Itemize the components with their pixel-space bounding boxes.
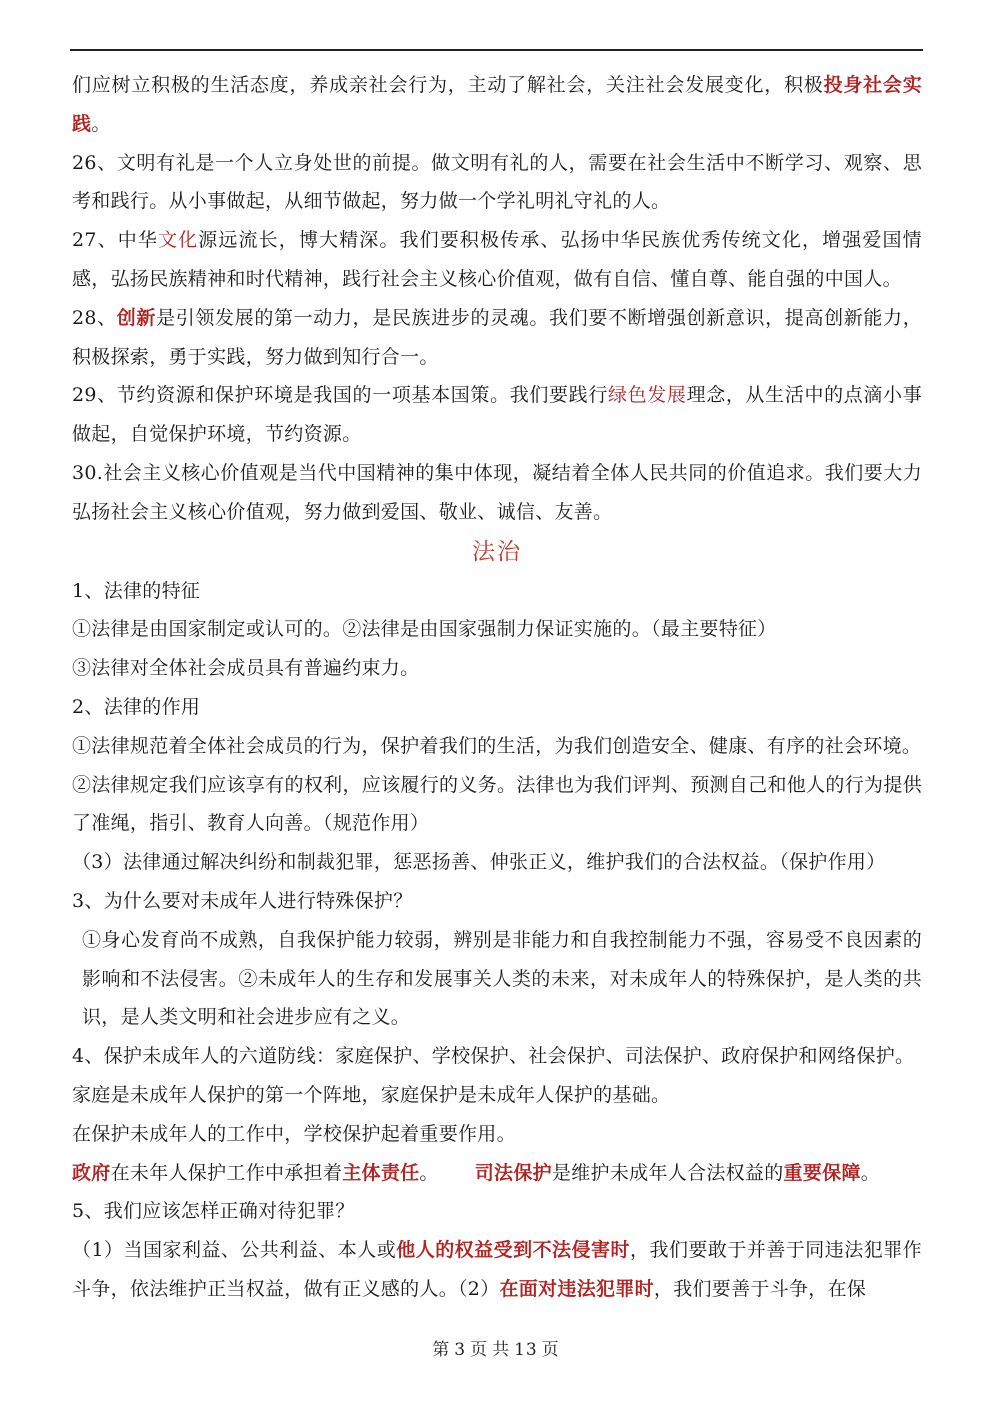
question-1-point-a: ①法律是由国家制定或认可的。②法律是由国家强制力保证实施的。（最主要特征） <box>72 618 777 641</box>
question-4-point-a: 家庭是未成年人保护的第一个阵地，家庭保护是未成年人保护的基础。 <box>72 1083 671 1106</box>
paragraph-continued: 们应树立积极的生活态度，养成亲社会行为，主动了解社会，关注社会发展变化，积极投身社会实践。 <box>72 74 922 135</box>
question-1-point-b: ③法律对全体社会成员具有普遍约束力。 <box>72 657 420 680</box>
paragraph-28: 28、创新是引领发展的第一动力，是民族进步的灵魂。我们要不断增强创新意识，提高创新能力，积极探索，勇于实践，努力做到知行合一。 <box>72 306 922 368</box>
current-page-number: 3 <box>454 1340 467 1360</box>
paragraph-26: 26、文明有礼是一个人立身处世的前提。做文明有礼的人，需要在社会生活中不断学习、观察、思考和践行。从小事做起，从细节做起，努力做一个学礼明礼守礼的人。 <box>72 151 922 213</box>
question-3-heading: 3、为什么要对未成年人进行特殊保护？ <box>72 889 413 912</box>
section-title: 法治 <box>472 538 522 565</box>
paragraph-29: 29、节约资源和保护环境是我国的一项基本国策。我们要践行绿色发展理念，从生活中的点滴小事做起，自觉保护环境，节约资源。 <box>72 384 923 446</box>
question-1-heading: 1、法律的特征 <box>72 579 201 602</box>
header-rule <box>70 49 923 51</box>
question-5-answer: （1）当国家利益、公共利益、本人或他人的权益受到不法侵害时，我们要敢于并善于同违法犯罪作斗争，依法维护正当权益，做有正义感的人。（2）在面对违法犯罪时，我们要善于斗争，在保 <box>72 1239 922 1300</box>
page-footer: 第 3 页 共 13 页 <box>432 1340 560 1360</box>
question-4-point-b: 在保护未成年人的工作中，学校保护起着重要作用。 <box>72 1122 516 1145</box>
paragraph-30: 30.社会主义核心价值观是当代中国精神的集中体现，凝结着全体人民共同的价值追求。我们要大力弘扬社会主义核心价值观，努力做到爱国、敬业、诚信、友善。 <box>72 461 922 523</box>
question-2-point-a: ①法律规范着全体社会成员的行为，保护着我们的生活，为我们创造安全、健康、有序的社会环境。 <box>72 734 922 757</box>
question-2-heading: 2、法律的作用 <box>72 695 201 718</box>
question-2-point-c: （3）法律通过解决纠纷和制裁犯罪，惩恶扬善、伸张正义，维护我们的合法权益。（保护作用） <box>72 851 886 874</box>
document-body <box>72 66 922 1309</box>
question-3-answer: ①身心发育尚不成熟，自我保护能力较弱，辨别是非能力和自我控制能力不强，容易受不良因素的影响和不法侵害。②未成年人的生存和发展事关人类的未来，对未成年人的特殊保护，是人类的共识，是人类文明和社会进步应有之义。 <box>82 928 922 1029</box>
question-2-point-b: ②法律规定我们应该享有的权利，应该履行的义务。法律也为我们评判、预测自己和他人的行为提供了准绳，指引、教育人向善。（规范作用） <box>72 773 922 835</box>
total-page-count: 13 <box>514 1340 538 1360</box>
question-4-heading: 4、保护未成年人的六道防线：家庭保护、学校保护、社会保护、司法保护、政府保护和网络保护。 <box>72 1045 915 1068</box>
question-5-heading: 5、我们应该怎样正确对待犯罪？ <box>72 1200 355 1223</box>
question-4-point-c: 政府在未年人保护工作中承担着主体责任。 司法保护是维护未成年人合法权益的重要保障。 <box>72 1161 881 1184</box>
paragraph-27: 27、中华文化源远流长，博大精深。我们要积极传承、弘扬中华民族优秀传统文化，增强爱国情感，弘扬民族精神和时代精神，践行社会主义核心价值观，做有自信、懂自尊、能自强的中国人。 <box>72 229 922 290</box>
